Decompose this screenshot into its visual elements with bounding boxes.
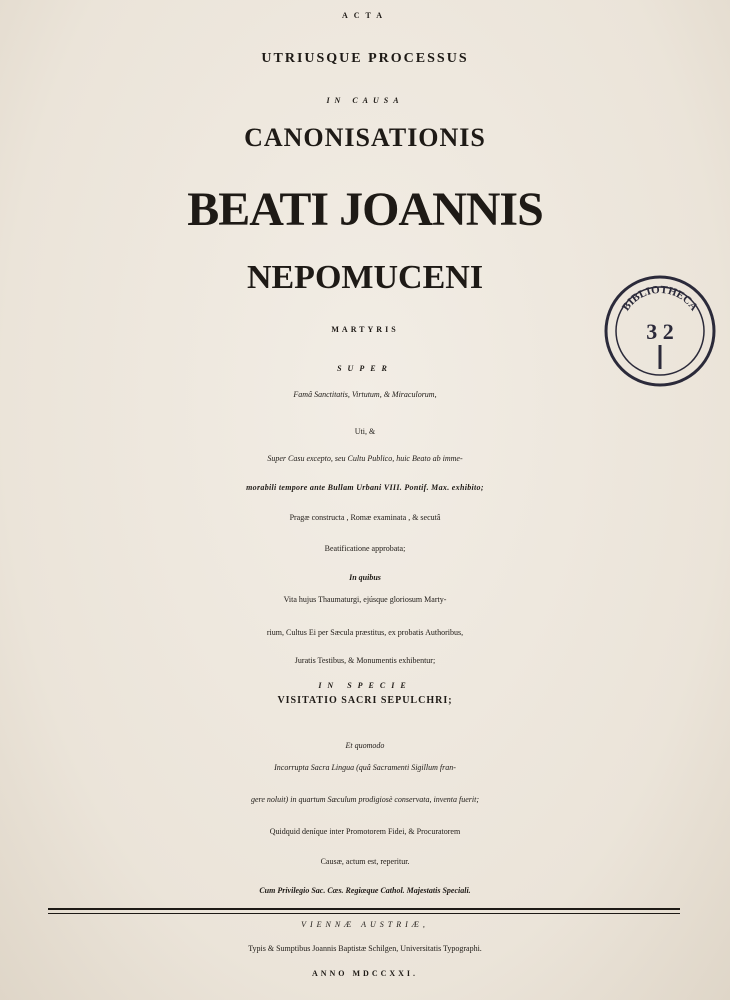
body-quidquid: Quidquid deníque inter Promotorem Fidei, & Procuratorem xyxy=(269,827,461,836)
heading-visitatio: VISITATIO SACRI SEPULCHRI; xyxy=(277,695,453,706)
stamp-ring-text: BIBLIOTHECA xyxy=(619,283,700,314)
library-stamp-icon xyxy=(602,273,718,389)
body-gere-noluit: gere noluit) in quartum Sæculum prodigiosè conservata, inventa fuerit; xyxy=(250,795,480,804)
title-line-acta: ACTA xyxy=(341,11,389,20)
privilege-line: Cum Privilegio Sac. Cæs. Regiæque Cathol. Majestatis Speciali. xyxy=(259,886,471,895)
subtitle-uti: Uti, & xyxy=(354,427,376,436)
body-in-specie: IN SPECIE xyxy=(318,681,412,690)
subtitle-fama-sanctitatis: Famâ Sanctitatis, Virtutum, & Miraculorum, xyxy=(293,390,437,399)
subtitle-pragae: Pragæ constructa , Romæ examinata , & secutâ xyxy=(289,513,441,522)
title-line-beati-joannis: BEATI JOANNIS xyxy=(187,183,543,236)
body-causae: Causæ, actum est, reperitur. xyxy=(320,857,410,866)
title-line-super: SUPER xyxy=(337,364,393,373)
body-rium-cultus: rium, Cultus Ei per Sæcula præstitus, ex probatis Authoribus, xyxy=(266,628,464,637)
body-et-quomodo: Et quomodo xyxy=(345,741,385,750)
subtitle-morabili: morabili tempore ante Bullam Urbani VIII. Pontif. Max. exhibito; xyxy=(246,483,484,492)
stamp-center-text: 3 2 xyxy=(646,319,674,344)
title-line-nepomuceni: NEPOMUCENI xyxy=(246,259,484,296)
body-juratis: Juratis Testibus, & Monumentis exhibentur; xyxy=(294,656,436,665)
body-incorrupta: Incorrupta Sacra Lingua (quâ Sacramenti Sigillum fran- xyxy=(274,763,456,772)
imprint-place: VIENNÆ AUSTRIÆ, xyxy=(301,920,429,929)
imprint-rule-bottom xyxy=(48,913,680,914)
body-vita-hujus: Vita hujus Thaumaturgi, ejúsque gloriosum Marty- xyxy=(283,595,447,604)
title-line-utriusque: UTRIUSQUE PROCESSUS xyxy=(261,51,469,66)
title-line-martyris: MARTYRIS xyxy=(331,325,399,334)
title-line-canonisationis: CANONISATIONIS xyxy=(244,123,486,152)
subtitle-beatificatione: Beatificatione approbata; xyxy=(324,544,406,553)
imprint-rule-top xyxy=(48,908,680,910)
imprint-year: ANNO MDCCXXI. xyxy=(311,969,419,978)
subtitle-in-quibus: In quibus xyxy=(349,573,381,582)
title-line-in-causa: IN CAUSA xyxy=(326,96,404,105)
imprint-printer: Typis & Sumptibus Joannis Baptistæ Schilgen, Universitatis Typographi. xyxy=(248,944,482,953)
subtitle-super-casu: Super Casu excepto, seu Cultu Publico, huic Beato ab imme- xyxy=(267,454,463,463)
